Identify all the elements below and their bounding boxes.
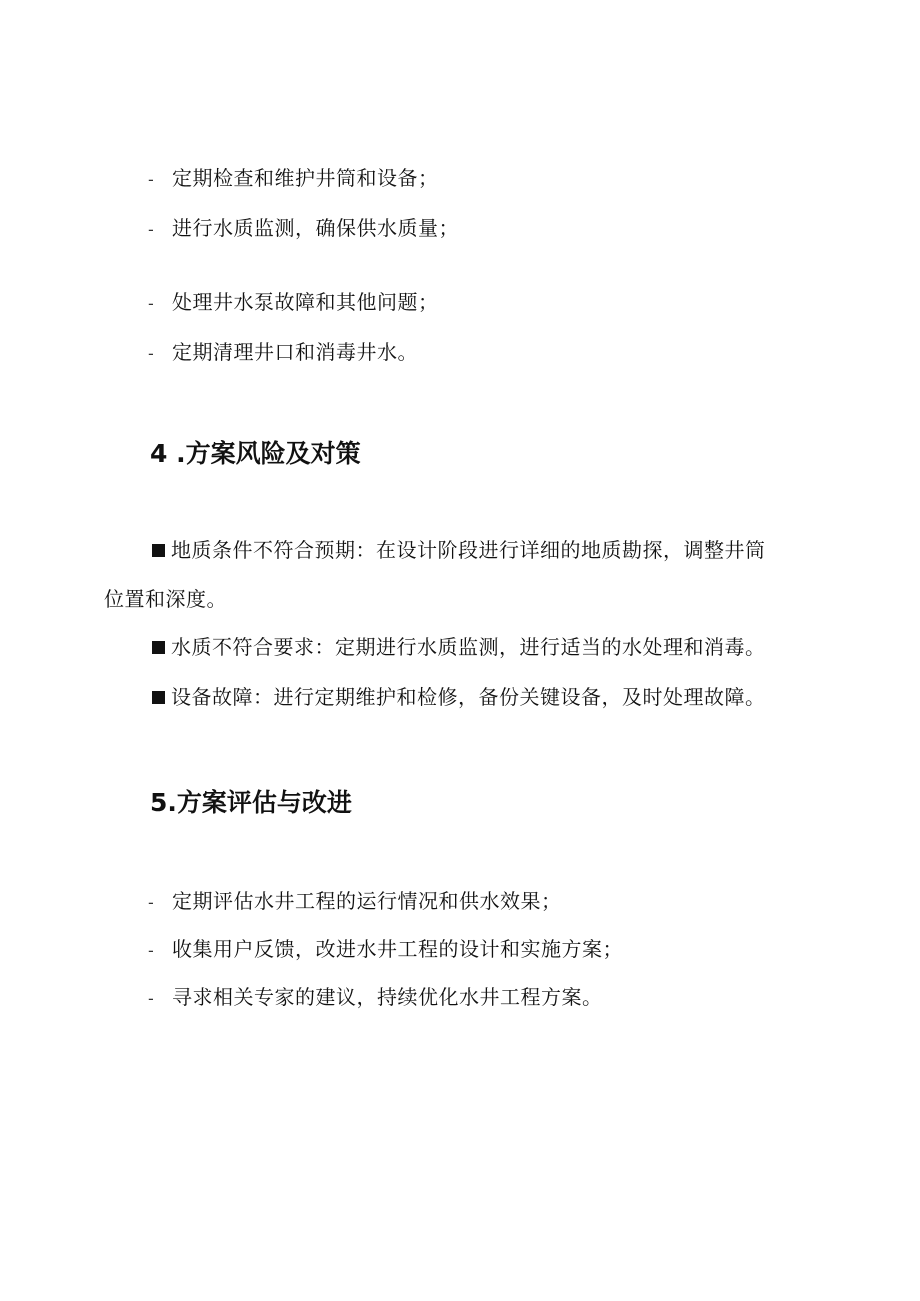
risk-item xyxy=(152,537,766,563)
list-item-text: 进行水质监测，确保供水质量； xyxy=(172,216,459,240)
list-item xyxy=(148,215,459,243)
square-bullet-icon xyxy=(152,641,165,654)
risk-item-text: 水质不符合要求：定期进行水质监测，进行适当的水处理和消毒。 xyxy=(171,635,766,659)
list-item-text: 定期清理井口和消毒井水。 xyxy=(172,340,418,364)
list-item xyxy=(148,888,562,916)
risk-item xyxy=(152,684,766,710)
list-item-text: 寻求相关专家的建议，持续优化水井工程方案。 xyxy=(172,985,603,1009)
dash-bullet: - xyxy=(148,344,155,363)
dash-bullet: - xyxy=(148,170,155,189)
risk-item xyxy=(152,634,766,660)
dash-bullet: - xyxy=(148,893,155,912)
dash-bullet: - xyxy=(148,220,155,239)
risk-item-text: 地质条件不符合预期：在设计阶段进行详细的地质勘探，调整井筒 xyxy=(171,538,766,562)
list-item xyxy=(148,289,439,317)
dash-bullet: - xyxy=(148,294,155,313)
list-item-text: 处理井水泵故障和其他问题； xyxy=(172,290,439,314)
list-item xyxy=(148,984,603,1012)
list-item xyxy=(148,936,623,964)
risk-item-text: 设备故障：进行定期维护和检修，备份关键设备，及时处理故障。 xyxy=(171,685,766,709)
square-bullet-icon xyxy=(152,691,165,704)
list-item xyxy=(148,165,439,193)
section-heading-evaluation: 5.方案评估与改进 xyxy=(150,788,352,817)
risk-item-continuation: 位置和深度。 xyxy=(104,587,227,611)
list-item xyxy=(148,339,418,367)
list-item-text: 定期检查和维护井筒和设备； xyxy=(172,166,439,190)
list-item-text: 收集用户反馈，改进水井工程的设计和实施方案； xyxy=(172,937,623,961)
list-item-text: 定期评估水井工程的运行情况和供水效果； xyxy=(172,889,562,913)
dash-bullet: - xyxy=(148,941,155,960)
section-heading-risks: 4 .方案风险及对策 xyxy=(150,439,361,468)
square-bullet-icon xyxy=(152,544,165,557)
dash-bullet: - xyxy=(148,989,155,1008)
